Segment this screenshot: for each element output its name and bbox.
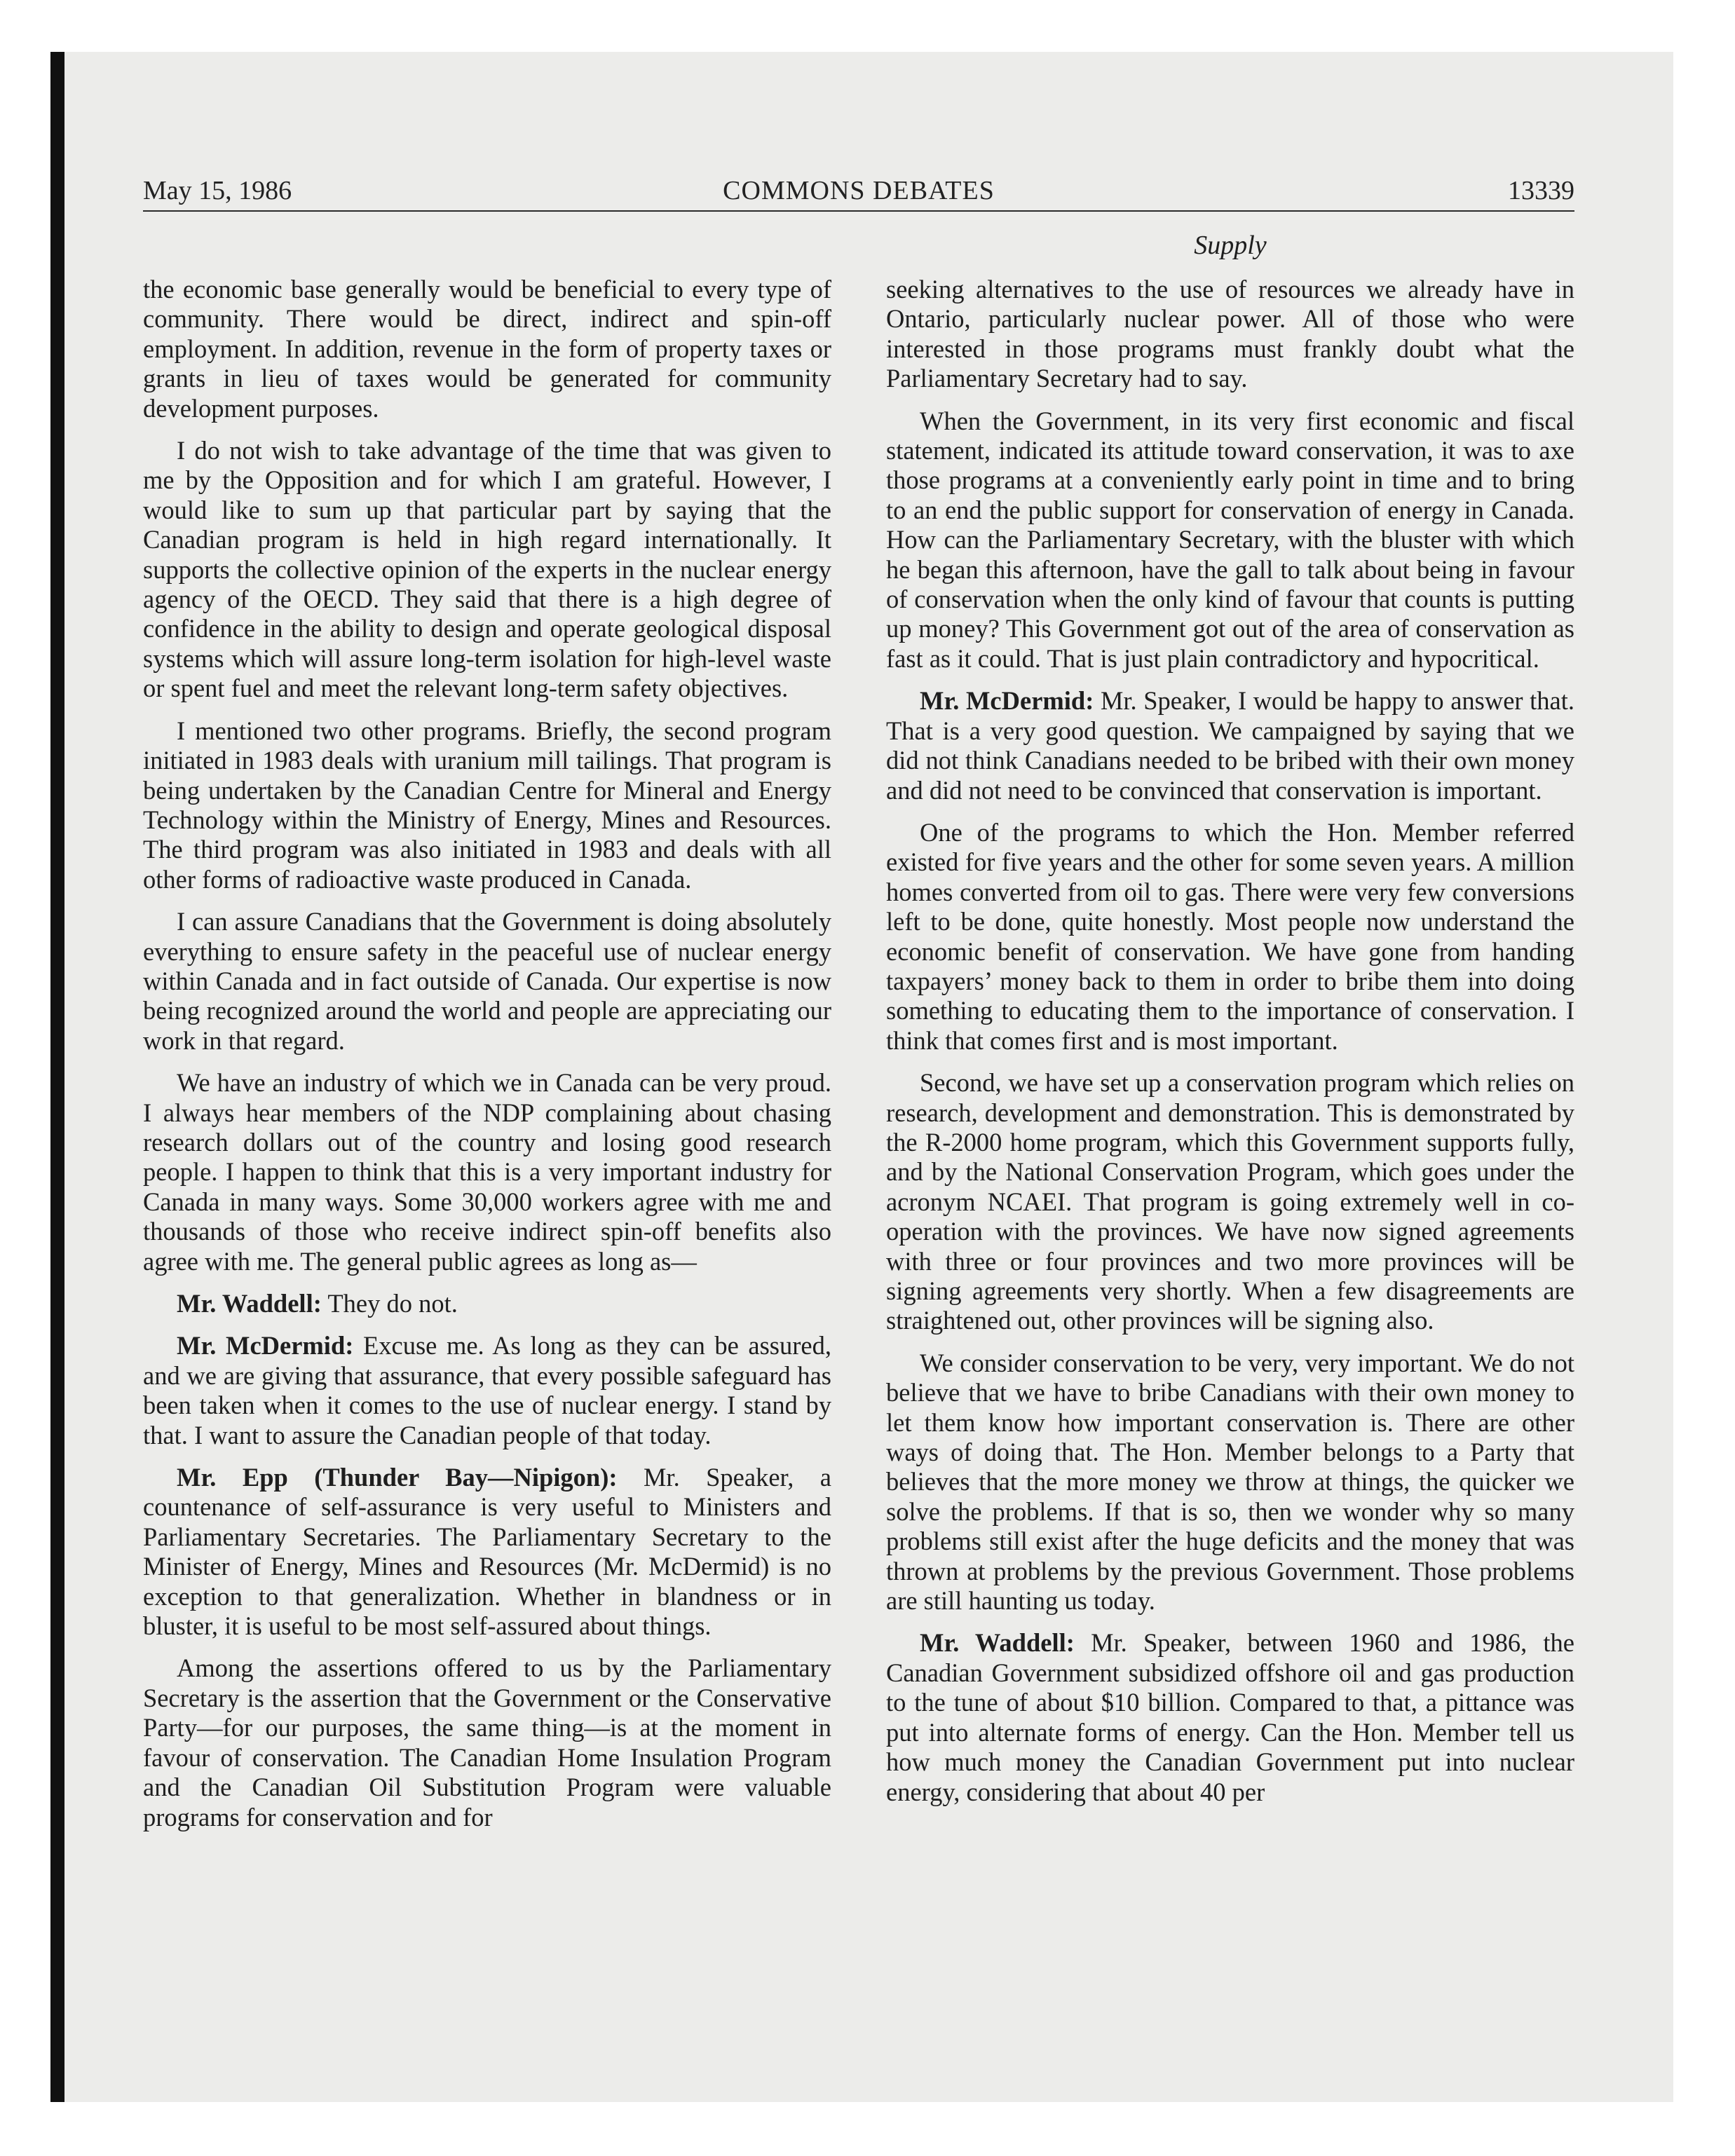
paragraph-text: We consider conservation to be very, very important. We do not believe that we have to bribe Canadians with their own money to let them know how important conservation is. There are other ways of doing that. The Hon. Member belongs to a Party that believes that the more money we throw at things, the quicker we solve the problems. If that is so, then we wonder why so many problems still exist after the huge deficits and the money that was thrown at problems by the previous Government. Those problems are still haunting us today. <box>886 1348 1574 1616</box>
paragraph <box>886 275 1574 394</box>
paragraph-text: They do not. <box>321 1289 458 1318</box>
paragraph <box>886 818 1574 1056</box>
left-column <box>143 275 831 1845</box>
paragraph <box>143 1289 831 1318</box>
paragraph-text: the economic base generally would be beneficial to every type of community. There would be direct, indirect and spin-off employment. In addition, revenue in the form of property taxes or grants in lieu of taxes would be generated for community development purposes. <box>143 275 831 423</box>
page-header <box>143 174 1574 207</box>
right-column <box>886 275 1574 1820</box>
paragraph-text: Mr. Speaker, I would be happy to answer that. That is a very good question. We campaigned by saying that we did not think Canadians needed to be bribed with their own money and did not need to be convinced that conservation is important. <box>886 686 1574 805</box>
paragraph-text: Second, we have set up a conservation program which relies on research, development and demonstration. This is demonstrated by the R-2000 home program, which this Government supports fully, and by the National Conservation Program, which goes under the acronym NCAEI. That program is going extremely well in co-operation with the provinces. We have now signed agreements with three or four provinces and two more provinces will be signing agreements very shortly. When a few disagreements are straightened out, other provinces will be signing also. <box>886 1068 1574 1335</box>
header-title: COMMONS DEBATES <box>723 176 995 205</box>
speaker-name: Mr. McDermid: <box>920 686 1094 716</box>
paragraph-text: Mr. Speaker, between 1960 and 1986, the Canadian Government subsidized offshore oil and gas production to the tune of about $10 billion. Compared to that, a pittance was put into alternate forms of energy. Can the Hon. Member tell us how much money the Canadian Government put into nuclear energy, considering that about 40 per <box>886 1628 1574 1806</box>
paragraph-text: seeking alternatives to the use of resources we already have in Ontario, particularly nuclear power. All of those who were interested in those programs must frankly doubt what the Parliamentary Secretary had to say. <box>886 275 1574 393</box>
paragraph <box>886 407 1574 674</box>
paragraph <box>886 1349 1574 1616</box>
paragraph-text: One of the programs to which the Hon. Member referred existed for five years and the other for some seven years. A million homes converted from oil to gas. There were very few conversions left to be done, quite honestly. Most people now understand the economic benefit of conservation. We have gone from handing taxpayers’ money back to them in order to bribe them into doing something to educating them to the importance of conservation. I think that comes first and is most important. <box>886 817 1574 1055</box>
paragraph-text: We have an industry of which we in Canada can be very proud. I always hear members of the NDP complaining about chasing research dollars out of the country and losing good research people. I happen to think that this is a very important industry for Canada in many ways. Some 30,000 workers agree with me and thousands of those who receive indirect spin-off benefits also agree with me. The general public agrees as long as— <box>143 1068 831 1276</box>
paragraph <box>143 275 831 423</box>
section-title: Supply <box>1194 231 1267 260</box>
paragraph <box>143 436 831 704</box>
scan-edge-shadow <box>50 52 64 2102</box>
paragraph <box>886 686 1574 805</box>
paragraph <box>143 716 831 894</box>
paragraph <box>886 1068 1574 1336</box>
header-date: May 15, 1986 <box>143 176 292 205</box>
speaker-name: Mr. McDermid: <box>177 1331 354 1360</box>
speaker-name: Mr. Epp (Thunder Bay—Nipigon): <box>177 1463 618 1492</box>
speaker-name: Mr. Waddell: <box>177 1289 322 1318</box>
paragraph <box>886 1628 1574 1806</box>
paragraph <box>143 1463 831 1641</box>
paragraph <box>143 1331 831 1450</box>
paragraph-text: I can assure Canadians that the Government is doing absolutely everything to ensure safety in the peaceful use of nuclear energy within Canada and in fact outside of Canada. Our expertise is now being recognized around the world and people are appreciating our work in that regard. <box>143 907 831 1055</box>
paragraph-text: Mr. Speaker, a countenance of self-assurance is very useful to Ministers and Parliamentary Secretaries. The Parliamentary Secretary to the Minister of Energy, Mines and Resources (Mr. McDermid) is no exception to that generalization. Whether in blandness or in bluster, it is useful to be most self-assured about things. <box>143 1463 831 1641</box>
paragraph-text: Excuse me. As long as they can be assured, and we are giving that assurance, that every possible safeguard has been taken when it comes to the use of nuclear energy. I stand by that. I want to assure the Canadian people of that today. <box>143 1331 831 1449</box>
paragraph <box>143 1653 831 1831</box>
paragraph <box>143 907 831 1056</box>
speaker-name: Mr. Waddell: <box>920 1628 1075 1658</box>
paragraph-text: I do not wish to take advantage of the time that was given to me by the Opposition and for which I am grateful. However, I would like to sum up that particular part by saying that the Canadian program is held in high regard internationally. It supports the collective opinion of the experts in the nuclear energy agency of the OECD. They said that there is a high degree of confidence in the ability to design and operate geological disposal systems which will assure long-term isolation for high-level waste or spent fuel and meet the relevant long-term safety objectives. <box>143 436 831 703</box>
header-rule <box>143 210 1574 212</box>
paragraph-text: I mentioned two other programs. Briefly, the second program initiated in 1983 deals with uranium mill tailings. That program is being undertaken by the Canadian Centre for Mineral and Energy Technology within the Ministry of Energy, Mines and Resources. The third program was also initiated in 1983 and deals with all other forms of radioactive waste produced in Canada. <box>143 716 831 894</box>
paragraph <box>143 1068 831 1276</box>
header-page-number: 13339 <box>1508 176 1574 205</box>
paragraph-text: When the Government, in its very first economic and fiscal statement, indicated its attitude toward conservation, it was to axe those programs at a conveniently early point in time and to bring to an end the public support for conservation of energy in Canada. How can the Parliamentary Secretary, with the bluster with which he began this afternoon, have the gall to talk about being in favour of conservation when the only kind of favour that counts is putting up money? This Government got out of the area of conservation as fast as it could. That is just plain contradictory and hypocritical. <box>886 406 1574 673</box>
paragraph-text: Among the assertions offered to us by the Parliamentary Secretary is the assertion that the Government or the Conservative Party—for our purposes, the same thing—is at the moment in favour of conservation. The Canadian Home Insulation Program and the Canadian Oil Substitution Program were valuable programs for conservation and for <box>143 1653 831 1831</box>
